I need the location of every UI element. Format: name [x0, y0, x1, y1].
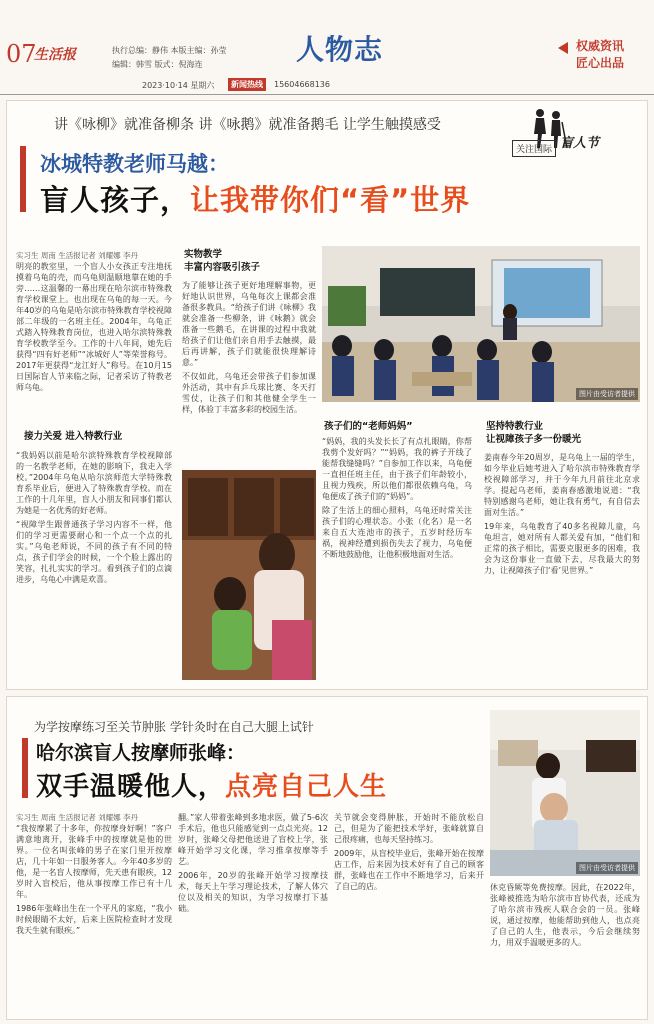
story1-col1 [16, 250, 172, 393]
story2-col1-p1: “我按摩累了十多年，你按摩身好啊！”客户满意地离开，张峰手中的按摩就是他的世界。一位名叫张峰的男子在家门里开按摩店，几十年如一日服务客人。今年40多岁的他，是一名盲人按摩师，先天患有眼疾，12岁时入盲校后，他从事按摩工作已有十几年。 [16, 824, 172, 899]
story1-col4 [484, 452, 640, 576]
headline-b-red: 让我带你们“看”世界 [190, 183, 471, 217]
subhead-2-line-2: 丰富内容吸引孩子 [184, 262, 261, 273]
story1-col3-p1: “妈妈，我的头发长长了有点扎眼睛，你帮我剪个发好吗？”“妈妈，我的裤子开线了能帮我缝缝吗？”自参加工作以来，乌龟便一直担任班主任，由于孩子们年龄较小，且视力残疾，所以他们都很依赖乌龟，乌龟便成了孩子们的“妈妈”。 [322, 437, 472, 501]
credits-line-1: 执行总编：静伟 本版主编：孙莹 [112, 46, 227, 55]
massage-photo [490, 710, 640, 876]
headline-b-pre: 盲人孩子， [40, 183, 191, 217]
story1-byline: 实习生 周南 生活报记者 刘耀娜 李丹 [16, 251, 139, 260]
story2-col2-p1: 翻。”家人带着张峰到多地求医，做了5-6次手术后，他也只能感觉到一点点光亮。12岁时，张峰父母把他送进了盲校上学，张峰开始学习文化课，学习推拿按摩等手艺。 [178, 813, 328, 866]
story2-col3 [334, 812, 484, 892]
story2-kicker: 为学按摩练习至关节肿胀 学针灸时在自己大腿上试针 [34, 720, 314, 734]
story2-col3-p1: 关节就会变得肿胀，开始时不能放松自己，但是为了能把技术学好，张峰就算自己很疼痛，也每天坚持练习。 [334, 813, 484, 844]
story1-subhead-3: 孩子们的“老师妈妈” [324, 421, 413, 432]
brand-slogan [576, 38, 624, 72]
classroom-photo [322, 246, 640, 402]
story1-col1-p3: “视障学生跟普通孩子学习内容不一样，他们的学习更需要耐心和一个点一个点的扎实。”乌龟老师说，不同的孩子有不同的特点，孩子们学会的时候，一个个脸上露出的笑容，扎扎实实的学习。看到孩子们的点滴进步，乌龟心中满是欢喜。 [16, 520, 172, 584]
story1-kicker: 讲《咏柳》就准备柳条 讲《咏鹅》就准备鹅毛 让学生触摸感受 [54, 117, 441, 133]
story2-col2 [178, 812, 328, 914]
story2-byline: 实习生 周南 生活报记者 刘耀娜 李丹 [16, 813, 139, 822]
story1-subhead-1: 接力关爱 进入特教行业 [24, 431, 123, 442]
story1-col3 [322, 436, 472, 560]
story1-col1-p1: 明亮的教室里，一个盲人小女孩正专注地抚摸着乌龟的壳，而乌龟则温顺地靠在她的手旁……这温馨的一幕出现在哈尔滨市特殊教育学校课堂上。也出现在乌龟的每一天。今年40岁的乌龟是哈尔滨市特殊教育学校视障部二年级的一名班主任。2004年，乌龟正式踏入特殊教育岗位，也进入哈尔滨特殊教育学校教学至今。工作的十八年间，她先后获得“四有好老师”“冰城好人”等荣誉称号。2017年更获得“龙江好人”称号。在10月15日国际盲人节来临之际，记者采访了特教老师乌龟。 [16, 262, 172, 392]
story1-col4-p1: 姜南春今年20周岁，是乌龟上一届的学生，如今毕业后她考进入了哈尔滨市特殊教育学校视障部学习，并于今年九月前往北京求学。提起乌老师，姜南春感激地说道：“我特别感谢乌老师，她让我有勇气，有自信去面对生活。” [484, 453, 640, 517]
masthead [0, 0, 654, 95]
headline-accent-bar [20, 146, 26, 212]
story2-col4-p1: 休克昏厥等免费按摩。因此，在2022年，张峰被推选为哈尔滨市盲协代表，还成为了哈尔滨市残疾人联合会的一员。张峰说，通过按摩，他能帮助到他人，也点亮了自己的人生，他表示，今后会继续努力，用双手温暖更多的人。 [490, 883, 640, 947]
photo3-caption: 图片由受访者提供 [576, 862, 638, 874]
story1-subhead-2 [184, 248, 260, 274]
credits-line-2: 编辑：韩雪 版式：倪海连 [112, 60, 203, 69]
story2-col1-p2: 1986年张峰出生在一个平凡的家庭，“我小时候眼睛不太好，后来上医院检查时才发现我天生就有眼疾。” [16, 904, 172, 935]
story1-subhead-4 [486, 420, 581, 446]
arrow-left-icon [558, 42, 568, 54]
paper-name-logo: 生活报 [34, 47, 76, 63]
story1-col1b [16, 450, 172, 585]
story1-col3-p2: 除了生活上的细心照料，乌龟还时常关注孩子们的心理状态。小张（化名）是一名来自五大连池市的孩子，五岁时经历车祸，视神经遭到损伤失去了视力，乌龟便不断地鼓励他，让他积极地面对生活。 [322, 506, 472, 559]
hotline-label: 新闻热线 [228, 78, 266, 91]
photo1-caption: 图片由受访者提供 [576, 388, 638, 400]
issue-date: 2023·10·14 星期六 [142, 81, 215, 90]
story2-col4 [490, 882, 640, 948]
story1-headline-b [40, 178, 470, 219]
headline2-accent-bar [22, 738, 28, 798]
story1-col2-p2: 不仅如此，乌龟还会带孩子们参加课外活动，其中有乒乓球比赛、冬天打雪仗，让孩子们和其他健全学生一样，体验丁丰富多彩的校园生活。 [182, 372, 316, 414]
subhead-4-line-1: 坚持特教行业 [486, 421, 544, 432]
subhead-4-line-2: 让视障孩子多一份暖光 [486, 434, 582, 445]
story2-col1 [16, 812, 172, 936]
section-title: 人物志 [296, 33, 384, 66]
story2-headline-b [36, 766, 387, 803]
staff-credits [112, 44, 262, 72]
headline2-b-pre: 双手温暖他人， [36, 772, 226, 802]
story1-col2 [182, 280, 316, 415]
subhead-2-line-1: 实物教学 [184, 249, 223, 260]
story1-headline-a: 冰城特教老师马越： [40, 152, 229, 176]
story1-col2-p1: 为了能够让孩子更好地理解事物，更好地认识世界，乌龟每次上课都会准备很多教具。“给孩子们讲《咏柳》我就会准备一些柳条，讲《咏鹅》就会准备一些鹅毛，在讲课的过程中我就给孩子们让他们亲自用手去触摸，最后再讲解，孩子们就能很快理解诗意。” [182, 281, 316, 367]
logo-text: 关注国际 [512, 140, 556, 157]
story2-col2-p2: 2006年，20岁的张峰开始学习按摩技术，每天上午学习理论技术，了解人体穴位以及相关的知识，为学习按摩打下基础。 [178, 871, 328, 913]
hotline-number: 15604668136 [274, 80, 330, 89]
logo-brush-text: 盲人节 [560, 136, 600, 151]
page-number: 07 [6, 40, 37, 68]
brand-line-2: 匠心出品 [576, 56, 625, 70]
story2-headline-a: 哈尔滨盲人按摩师张峰： [36, 742, 246, 764]
story1-col1-p2: “我妈妈以前是哈尔滨特殊教育学校视障部的一名教学老师，在她的影响下，我走入学校。”2004年乌龟从哈尔滨师范大学特殊教育系毕业后，便进入了特殊教育学校。而在工作的十几年里，盲人小朋友和同事们都认为她是一名优秀的好老师。 [16, 451, 172, 515]
brand-line-1: 权威资讯 [576, 39, 625, 53]
teacher-child-photo [182, 470, 316, 680]
headline2-b-red: 点亮自己人生 [225, 772, 388, 802]
story2-col3-p2: 2009年，从盲校毕业后，张峰开始在按摩店工作，后来因为技术好有了自己的顾客群，张峰也在工作中不断地学习，后来开了自己的店。 [334, 849, 484, 891]
story1-col4-p2: 19年来，乌龟教育了40多名视障儿童，乌龟坦言，她对所有人都关爱有加，“他们和正常的孩子相比，需要克服更多的困难，我会为这份事业一直做下去，尽我最大的努力，让视障孩子们‘看’见世界。” [484, 522, 640, 575]
